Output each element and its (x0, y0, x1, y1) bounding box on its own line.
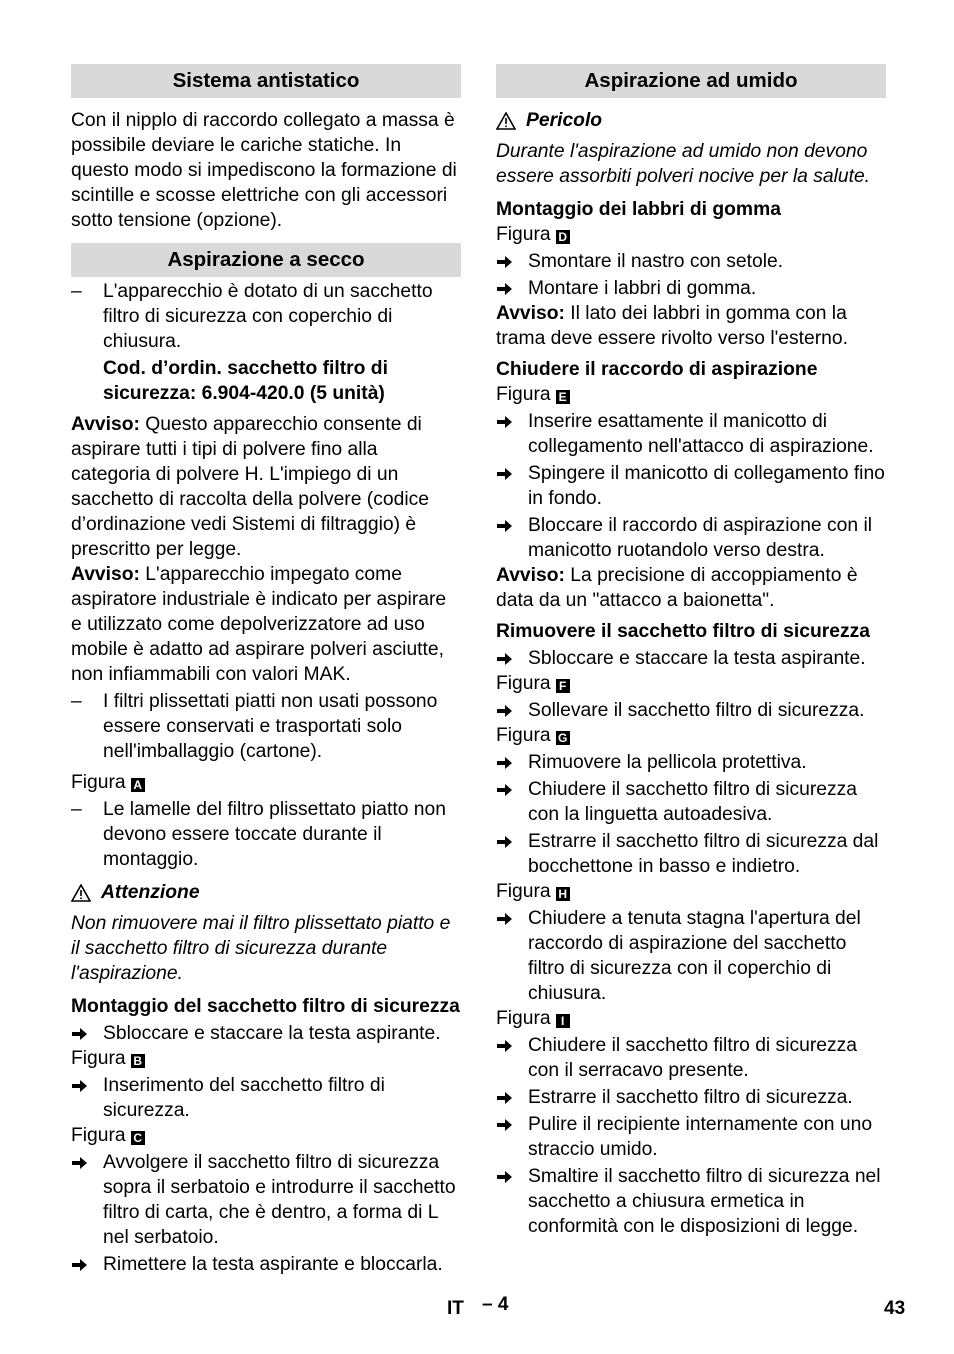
list-item: Smaltire il sacchetto filtro di sicurezza nel sacchetto a chiusura ermetica in conformità con le disposizioni di legge. (496, 1164, 886, 1239)
arrow-right-icon (497, 467, 513, 481)
figure-reference: Figura I (496, 1006, 886, 1031)
antistatic-paragraph: Con il nipplo di raccordo collegato a massa è possibile deviare le cariche statiche. In questo modo si impediscono la formazione di scintille e scosse elettriche con gli accessori sotto tensione (opzione). (71, 110, 457, 231)
figure-letter-badge: C (131, 1131, 145, 1145)
figure-letter-badge: B (131, 1054, 145, 1068)
arrow-right-icon (497, 783, 513, 797)
arrow-right-icon (72, 1156, 88, 1170)
figure-letter-badge: A (131, 778, 145, 792)
danger-text: Durante l'aspirazione ad umido non devono essere assorbiti polveri nocive per la salute. (496, 141, 871, 187)
arrow-right-icon (497, 912, 513, 926)
arrow-right-icon (497, 519, 513, 533)
arrow-right-icon (497, 1091, 513, 1105)
arrow-right-icon (497, 415, 513, 429)
list-item: Chiudere a tenuta stagna l'apertura del raccordo di aspirazione del sacchetto filtro di sicurezza con il coperchio di chiusura. (496, 906, 886, 1006)
section-heading-dry-vacuuming: Aspirazione a secco (71, 243, 461, 277)
subheading-rubber-lips: Montaggio dei labbri di gomma (496, 199, 781, 220)
figure-letter-badge: F (556, 679, 570, 693)
list-item: Estrarre il sacchetto filtro di sicurezza dal bocchettone in basso e indietro. (496, 829, 886, 879)
figure-letter-badge: G (556, 731, 570, 745)
dash-marker: – (71, 281, 82, 302)
list-item: – Le lamelle del filtro plissettato piatto non devono essere toccate durante il montaggio. (71, 799, 446, 870)
arrow-right-icon (497, 652, 513, 666)
figure-reference: Figura H (496, 879, 886, 904)
section-heading-wet-vacuuming: Aspirazione ad umido (496, 64, 886, 98)
arrow-right-icon (72, 1027, 88, 1041)
warning-triangle-icon (71, 884, 91, 902)
arrow-right-icon (497, 835, 513, 849)
dash-marker: – (71, 799, 82, 820)
notice-paragraph: Avviso: La precisione di accoppiamento è data da un "attacco a baionetta". (496, 565, 858, 611)
list-item: Sbloccare e staccare la testa aspirante. (496, 646, 886, 671)
figure-letter-badge: I (556, 1014, 570, 1028)
list-item: – L'apparecchio è dotato di un sacchetto filtro di sicurezza con coperchio di chiusura. (71, 281, 433, 352)
figure-reference: Figura E (496, 382, 886, 407)
dash-marker: – (71, 691, 82, 712)
notice-paragraph: Avviso: L'apparecchio impegato come aspiratore industriale è indicato per aspirare e utilizzato come depolverizzatore ad uso mobile è adatto ad aspirare polveri asciutte, non infiammabili con valori MAK. (71, 564, 447, 685)
subheading-close-suction-fitting: Chiudere il raccordo di aspirazione (496, 359, 818, 380)
page-number: 43 (884, 1298, 906, 1319)
footer-section-number: – 4 (482, 1294, 509, 1315)
list-item: Sollevare il sacchetto filtro di sicurezza. (496, 698, 886, 723)
list-item: Chiudere il sacchetto filtro di sicurezza con la linguetta autoadesiva. (496, 777, 886, 827)
notice-paragraph: Avviso: Questo apparecchio consente di aspirare tutti i tipi di polvere fino alla categoria di polvere H. L'impiego di un sacchetto di raccolta della polvere (codice d’ordinazione vedi Sistemi di filtraggio) è prescritto per legge. (71, 414, 429, 560)
figure-reference: Figura B (71, 1046, 461, 1071)
list-item: Chiudere il sacchetto filtro di sicurezza con il serracavo presente. (496, 1033, 886, 1083)
order-number-note: Cod. d’ordin. sacchetto filtro di sicurezza: 6.904-420.0 (5 unità) (103, 358, 388, 404)
footer-language-code: IT (447, 1298, 464, 1319)
list-item: Montare i labbri di gomma. (496, 276, 886, 301)
right-column (496, 64, 886, 1239)
warning-triangle-icon (496, 112, 516, 130)
figure-letter-badge: H (556, 887, 570, 901)
figure-reference: Figura G (496, 723, 886, 748)
arrow-right-icon (72, 1258, 88, 1272)
arrow-right-icon (497, 756, 513, 770)
figure-reference: Figura F (496, 671, 886, 696)
figure-letter-badge: E (556, 390, 570, 404)
list-item: Rimettere la testa aspirante e bloccarla. (71, 1252, 461, 1277)
arrow-right-icon (497, 255, 513, 269)
figure-reference: Figura C (71, 1123, 461, 1148)
arrow-right-icon (497, 1118, 513, 1132)
list-item: Spingere il manicotto di collegamento fino in fondo. (496, 461, 886, 511)
figure-reference: Figura D (496, 222, 886, 247)
list-item: Avvolgere il sacchetto filtro di sicurezza sopra il serbatoio e introdurre il sacchetto filtro di carta, che è dentro, a forma di L nel serbatoio. (71, 1150, 461, 1250)
arrow-right-icon (497, 1170, 513, 1184)
figure-letter-badge: D (556, 230, 570, 244)
list-item: Rimuovere la pellicola protettiva. (496, 750, 886, 775)
arrow-right-icon (497, 704, 513, 718)
caution-text: Non rimuovere mai il filtro plissettato piatto e il sacchetto filtro di sicurezza durante l'aspirazione. (71, 913, 451, 984)
list-item: Inserimento del sacchetto filtro di sicurezza. (71, 1073, 461, 1123)
arrow-right-icon (497, 1039, 513, 1053)
figure-reference: Figura A (71, 770, 461, 795)
list-item: Estrarre il sacchetto filtro di sicurezza. (496, 1085, 886, 1110)
list-item: Pulire il recipiente internamente con uno straccio umido. (496, 1112, 886, 1162)
section-heading-antistatic: Sistema antistatico (71, 64, 461, 98)
left-column (71, 64, 461, 1277)
list-item: Smontare il nastro con setole. (496, 249, 886, 274)
subheading-filter-bag-mounting: Montaggio del sacchetto filtro di sicurezza (71, 996, 460, 1017)
caution-heading: Attenzione (71, 880, 461, 905)
list-item: Inserire esattamente il manicotto di collegamento nell'attacco di aspirazione. (496, 409, 886, 459)
arrow-right-icon (72, 1079, 88, 1093)
notice-paragraph: Avviso: Il lato dei labbri in gomma con la trama deve essere rivolto verso l'esterno. (496, 303, 848, 349)
subheading-remove-filter-bag: Rimuovere il sacchetto filtro di sicurezza (496, 621, 870, 642)
list-item: – I filtri plissettati piatti non usati possono essere conservati e trasportati solo nell'imballaggio (cartone). (71, 691, 438, 762)
list-item: Sbloccare e staccare la testa aspirante. (71, 1021, 461, 1046)
danger-heading: Pericolo (496, 108, 886, 133)
arrow-right-icon (497, 282, 513, 296)
list-item: Bloccare il raccordo di aspirazione con il manicotto ruotandolo verso destra. (496, 513, 886, 563)
